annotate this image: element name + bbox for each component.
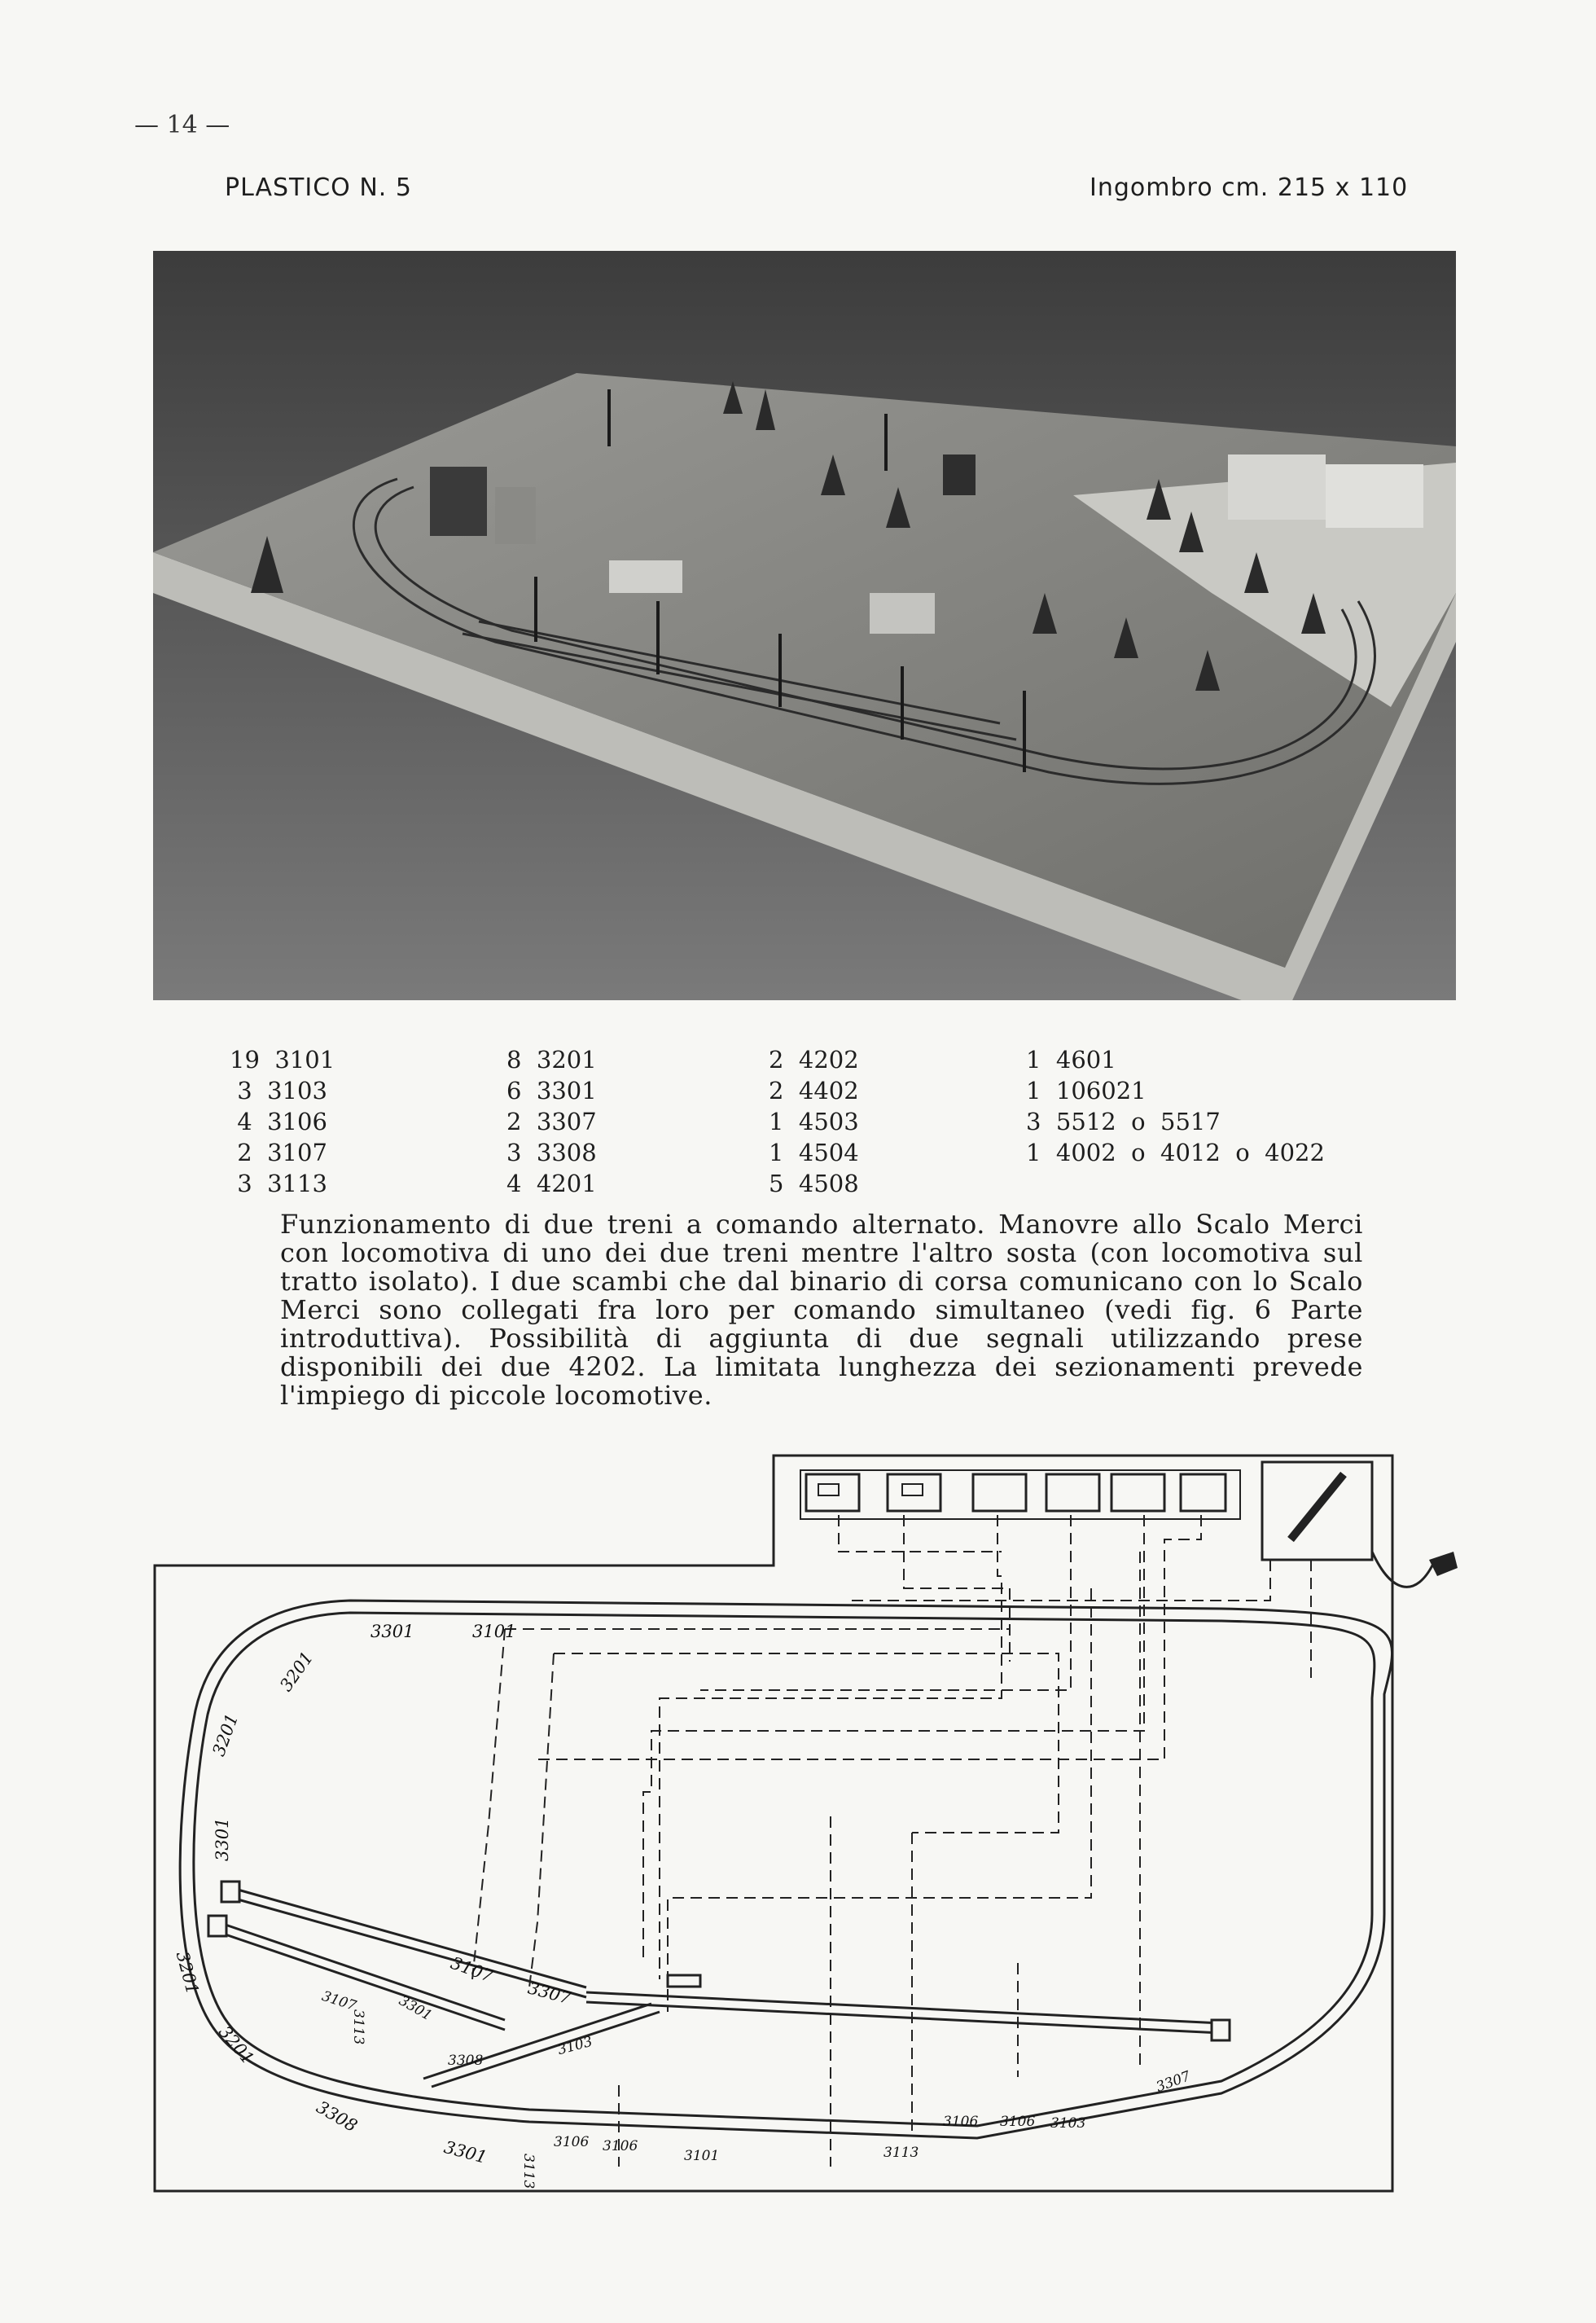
track-label: 3103 [1050, 2115, 1086, 2132]
switch-box-icon [806, 1474, 859, 1511]
model-railway-layout-photo-icon [153, 251, 1456, 1000]
parts-entry: 1 4503 [769, 1108, 859, 1135]
parts-entry: 6 3301 [506, 1077, 597, 1104]
page-number: — 14 — [134, 111, 230, 139]
transformer-icon [1262, 1462, 1372, 1560]
track-label: 3113 [350, 2009, 366, 2045]
parts-entry: 4 4201 [506, 1170, 597, 1197]
track-label: 3113 [520, 2154, 537, 2189]
track-label: 3308 [313, 2097, 361, 2136]
parts-entry: 3 3103 [230, 1077, 327, 1104]
track-label: 3307 [525, 1978, 573, 2009]
switch-box-icon [973, 1474, 1026, 1511]
layout-photo [153, 251, 1456, 1000]
buffer-stop-icon [1212, 2020, 1230, 2040]
parts-entry: 3 5512 o 5517 [1026, 1108, 1221, 1135]
parts-column-4 [1026, 1044, 1325, 1168]
parts-entry: 3 3308 [506, 1139, 597, 1166]
buffer-stop-icon [221, 1882, 239, 1902]
track-label: 3301 [396, 1992, 435, 2025]
wiring-lines [472, 1515, 1311, 2167]
track-label: 3106 [1000, 2114, 1036, 2130]
siding-tracks [208, 1882, 1230, 2087]
parts-entry: 2 3107 [230, 1139, 327, 1166]
control-panel [800, 1462, 1458, 1587]
parts-entry: 8 3201 [506, 1046, 597, 1074]
track-label: 3103 [555, 2033, 594, 2059]
track-label: 3307 [1154, 2068, 1193, 2096]
parts-entry: 5 4508 [769, 1170, 859, 1197]
parts-entry: 2 4402 [769, 1077, 859, 1104]
parts-entry: 19 3101 [230, 1046, 335, 1074]
parts-entry: 1 4504 [769, 1139, 859, 1166]
parts-column-1 [230, 1044, 335, 1199]
track-label: 3113 [884, 2145, 919, 2161]
parts-column-2 [506, 1044, 597, 1199]
track-label: 3308 [448, 2053, 484, 2069]
track-label: 3301 [370, 1622, 414, 1641]
track-label: 3107 [448, 1952, 496, 1987]
main-track-oval [180, 1601, 1392, 2138]
parts-entry: 2 3307 [506, 1108, 597, 1135]
track-label: 3101 [472, 1622, 516, 1641]
switch-box-icon [1046, 1474, 1099, 1511]
track-label: 3201 [172, 1949, 203, 1997]
parts-column-3 [769, 1044, 859, 1199]
track-label: 3106 [554, 2134, 590, 2150]
description-text: Funzionamento di due treni a comando alternato. Manovre allo Scalo Merci con locomotiva di uno dei due treni mentre l'altro sosta (con locomotiva sul tratto isolato). I due scambi che dal binario di corsa comunicano con lo Scalo Merci sono collegati fra loro per comando simultaneo (vedi fig. 6 Parte introduttiva). Possibilità di aggiunta di due segnali utilizzando prese disponibili dei due 4202. La limitata lunghezza dei sezionamenti prevede l'impiego di piccole locomotive. [280, 1209, 1363, 1411]
layout-title: PLASTICO N. 5 [225, 173, 412, 202]
layout-dimensions: Ingombro cm. 215 x 110 [1090, 173, 1409, 202]
track-label: 3301 [213, 1817, 232, 1861]
parts-entry: 1 4601 [1026, 1046, 1116, 1074]
switch-box-icon [1112, 1474, 1164, 1511]
switch-box-icon [888, 1474, 940, 1511]
switch-box-icon [1181, 1474, 1226, 1511]
track-label: 3107 [319, 1987, 358, 2015]
buffer-stop-icon [208, 1916, 226, 1936]
parts-entry: 2 4202 [769, 1046, 859, 1074]
board-outline [155, 1456, 1392, 2191]
track-label: 3101 [684, 2148, 720, 2164]
plug-icon [1429, 1552, 1458, 1576]
track-label: 3301 [441, 2136, 489, 2167]
parts-entry: 1 4002 o 4012 o 4022 [1026, 1139, 1325, 1166]
parts-entry: 1 106021 [1026, 1077, 1147, 1104]
track-labels [173, 1622, 1193, 2189]
track-label: 3106 [943, 2114, 979, 2130]
parts-entry: 4 3106 [230, 1108, 327, 1135]
track-label: 3201 [214, 2022, 258, 2069]
track-label: 3201 [208, 1710, 243, 1759]
track-label: 3106 [603, 2138, 638, 2154]
track-label: 3201 [276, 1648, 318, 1695]
parts-entry: 3 3113 [230, 1170, 327, 1197]
